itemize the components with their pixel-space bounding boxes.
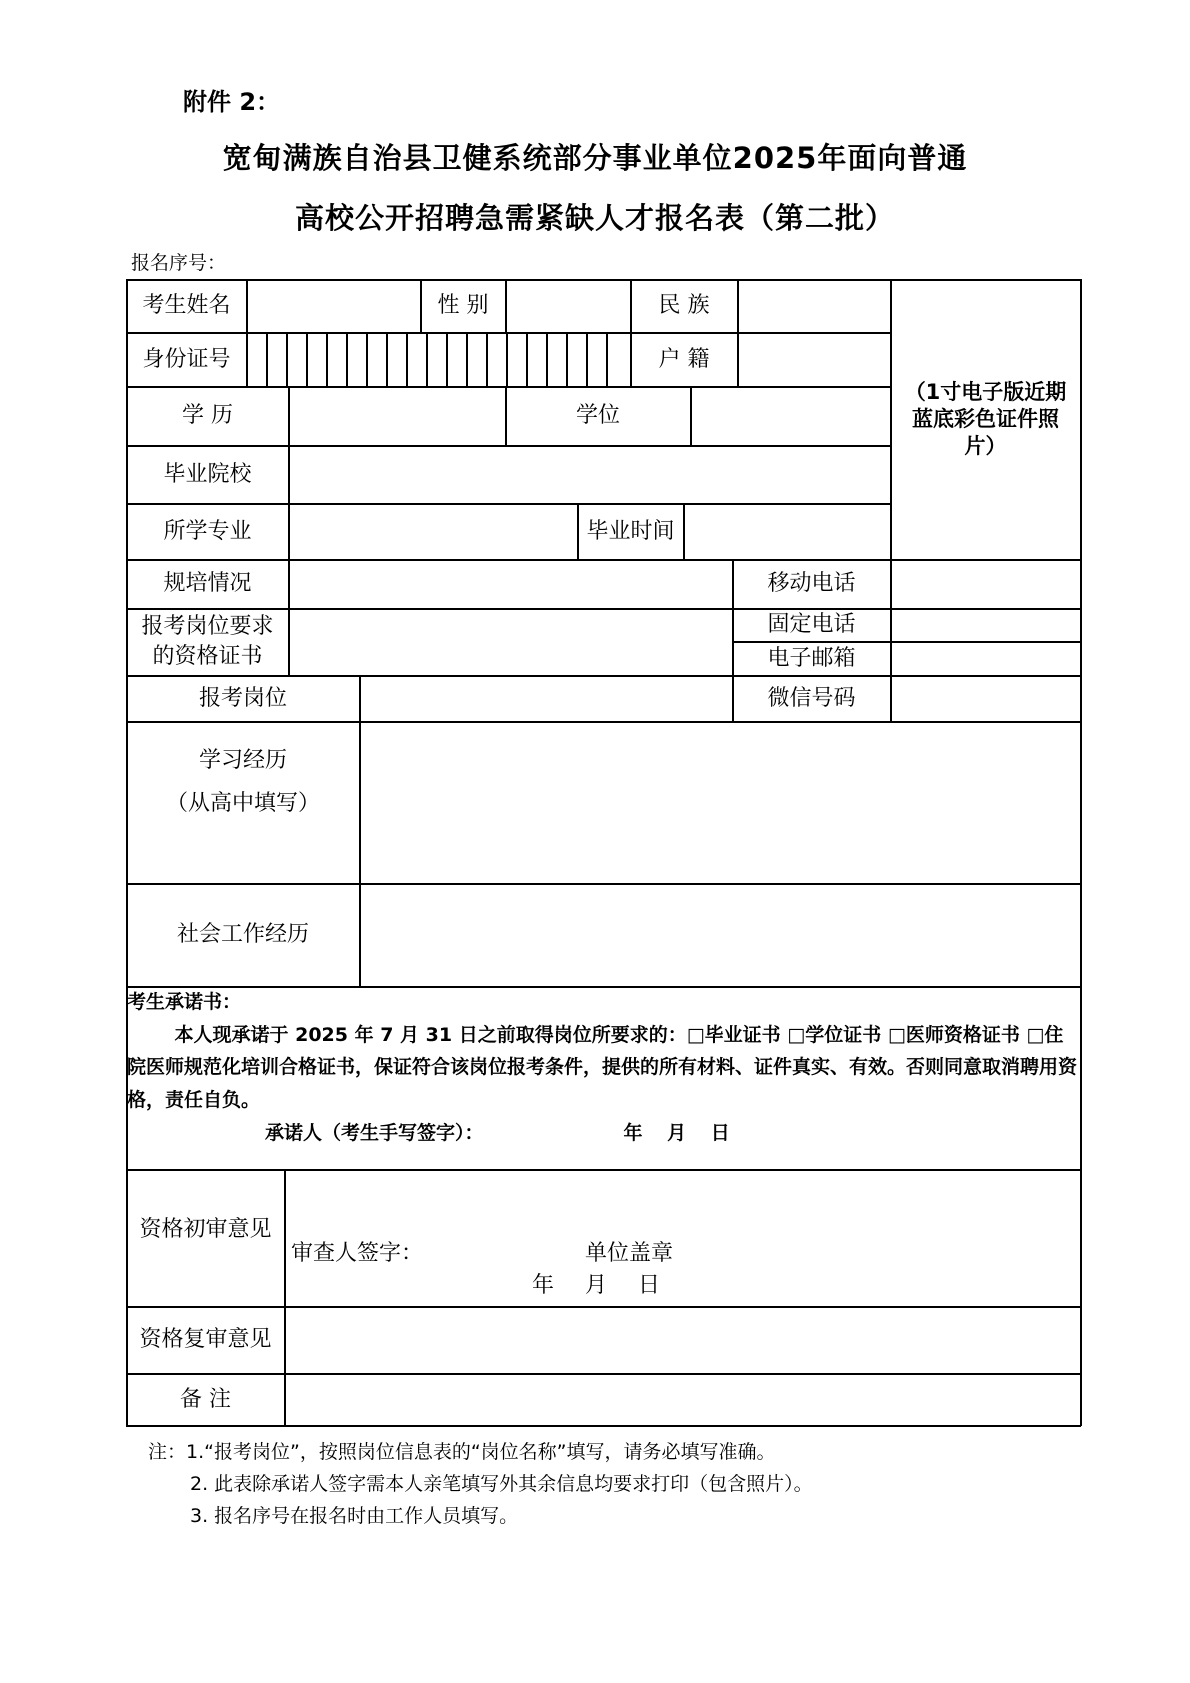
position-label: 报考岗位 [198, 685, 287, 711]
note-1: 注：1.“报考岗位”，按照岗位信息表的“岗位名称”填写，请务必填写准确。 [148, 1441, 776, 1463]
pledge-date: 年 月 日 [623, 1121, 730, 1144]
form-title-line-2: 高校公开招聘急需紧缺人才报名表（第二批） [294, 201, 895, 235]
pledge-signer-label: 承诺人（考生手写签字）： [265, 1121, 484, 1144]
work-history-label: 社会工作经历 [176, 922, 309, 948]
id-digit-divider [366, 333, 368, 387]
grid-line [359, 676, 361, 987]
id-digit-divider [406, 333, 408, 387]
remarks-label: 备 注 [180, 1386, 231, 1412]
ethnicity-label: 民 族 [658, 293, 710, 319]
pledge-signature-row [127, 1117, 1082, 1150]
pledge-heading: 考生承诺书： [127, 991, 242, 1013]
gender-label: 性 别 [437, 293, 489, 319]
id-digit-divider [386, 333, 388, 387]
id-digit-divider [326, 333, 328, 387]
id-digit-divider [446, 333, 448, 387]
second-review-label: 资格复审意见 [139, 1327, 272, 1353]
attachment-label: 附件 2： [183, 88, 281, 116]
grid-line [683, 504, 685, 560]
id-digit-divider [586, 333, 588, 387]
grid-line [505, 279, 507, 333]
id-digit-divider [286, 333, 288, 387]
reviewer-signature-label: 审查人签字： [291, 1241, 424, 1266]
grid-line [246, 279, 248, 387]
grid-line [737, 279, 739, 387]
unit-seal-label: 单位盖章 [585, 1241, 674, 1266]
training-label: 规培情况 [163, 571, 252, 597]
study-history-hint: （从高中填写） [165, 790, 320, 816]
grid-line [288, 387, 290, 676]
id-digit-divider [566, 333, 568, 387]
education-label: 学 历 [182, 403, 233, 429]
grid-line [126, 721, 1081, 723]
id-digit-divider [526, 333, 528, 387]
id-digit-divider [486, 333, 488, 387]
photo-placeholder: （1寸电子版近期蓝底彩色证件照片） [904, 379, 1067, 459]
id-digit-divider [546, 333, 548, 387]
id-number-label: 身份证号 [142, 346, 231, 372]
name-label: 考生姓名 [142, 293, 231, 319]
id-digit-divider [346, 333, 348, 387]
mobile-label: 移动电话 [767, 571, 856, 597]
initial-review-label: 资格初审意见 [139, 1217, 272, 1243]
email-label: 电子邮箱 [767, 645, 856, 671]
grid-line [284, 1170, 286, 1426]
certificate-label-line-2: 的资格证书 [152, 644, 263, 669]
note-2: 2. 此表除承诺人签字需本人亲笔填写外其余信息均要求打印（包含照片）。 [190, 1472, 813, 1495]
degree-label: 学位 [575, 403, 620, 429]
id-digit-divider [306, 333, 308, 387]
certificate-label [127, 609, 288, 675]
note-3: 3. 报名序号在报名时由工作人员填写。 [190, 1504, 519, 1527]
school-label: 毕业院校 [163, 461, 252, 487]
study-history-label [127, 740, 359, 850]
id-digit-divider [266, 333, 268, 387]
household-label: 户 籍 [658, 346, 710, 372]
pledge-section [127, 986, 1082, 1149]
grid-line [890, 560, 892, 722]
landline-label: 固定电话 [767, 612, 856, 638]
study-history-title: 学习经历 [198, 748, 287, 773]
footnotes [148, 1437, 813, 1533]
id-digit-divider [466, 333, 468, 387]
grid-line [690, 387, 692, 446]
grid-line [126, 1169, 1081, 1171]
form-title-line-1: 宽甸满族自治县卫健系统部分事业单位2025年面向普通 [222, 141, 968, 175]
id-digit-divider [426, 333, 428, 387]
wechat-label: 微信号码 [767, 685, 856, 711]
review-date: 年 月 日 [532, 1273, 660, 1298]
id-digit-divider [606, 333, 608, 387]
id-digit-divider [506, 333, 508, 387]
serial-number-label: 报名序号： [131, 252, 227, 274]
certificate-label-line-1: 报考岗位要求 [141, 614, 274, 640]
table-border-bottom [126, 1425, 1081, 1427]
pledge-text: 本人现承诺于 2025 年 7 月 31 日之前取得岗位所要求的：□毕业证书 □学位证书 □医师资格证书 □住院医师规范化培训合格证书，保证符合该岗位报考条件，提供的所有材料、证件真实、有效。否则同意取消聘用资格，责任自负。 [127, 1023, 1078, 1112]
table-border-right [1080, 279, 1082, 1426]
graduation-time-label: 毕业时间 [586, 518, 675, 544]
major-label: 所学专业 [163, 518, 252, 544]
